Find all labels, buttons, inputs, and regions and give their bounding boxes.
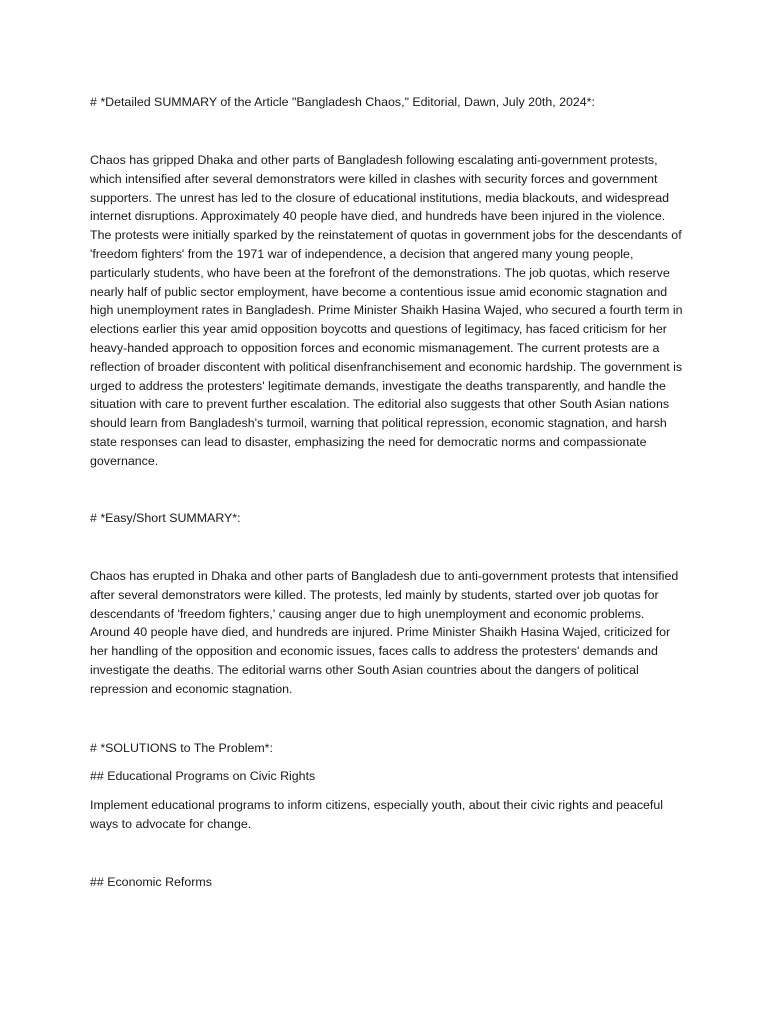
detailed-summary-heading: # *Detailed SUMMARY of the Article "Bangladesh Chaos," Editorial, Dawn, July 20th, 2024*: bbox=[90, 95, 595, 109]
detailed-summary-paragraph: Chaos has gripped Dhaka and other parts of Bangladesh following escalating anti-government protests, which intensified after several demonstrators were killed in clashes with security forces and government supporters. The unrest has led to the closure of educational institutions, media blackouts, and widespread internet disruptions. Approximately 40 people have died, and hundreds have been injured in the violence. The protests were initially sparked by the reinstatement of quotas in government jobs for the descendants of 'freedom fighters' from the 1971 war of independence, a decision that angered many young people, particularly students, who have been at the forefront of the demonstrations. The job quotas, which reserve nearly half of public sector employment, have become a contentious issue amid economic stagnation and high unemployment rates in Bangladesh. Prime Minister Shaikh Hasina Wajed, who secured a fourth term in elections earlier this year amid opposition boycotts and questions of legitimacy, has faced criticism for her heavy-handed approach to opposition forces and economic mismanagement. The current protests are a reflection of broader discontent with political disenfranchisement and economic hardship. The government is urged to address the protesters' legitimate demands, investigate the deaths transparently, and handle the situation with care to prevent further escalation. The editorial also suggests that other South Asian nations should learn from Bangladesh's turmoil, warning that political repression, economic stagnation, and harsh state responses can lead to disaster, emphasizing the need for democratic norms and compassionate governance. bbox=[90, 153, 683, 468]
education-subheading: ## Educational Programs on Civic Rights bbox=[90, 769, 316, 783]
education-paragraph: Implement educational programs to inform citizens, especially youth, about their civic rights and peaceful ways to advocate for change. bbox=[90, 798, 664, 831]
short-summary-heading: # *Easy/Short SUMMARY*: bbox=[90, 511, 241, 525]
solutions-heading: # *SOLUTIONS to The Problem*: bbox=[90, 741, 273, 755]
economic-reforms-subheading: ## Economic Reforms bbox=[90, 875, 212, 889]
short-summary-paragraph: Chaos has erupted in Dhaka and other parts of Bangladesh due to anti-government protests that intensified after several demonstrators were killed. The protests, led mainly by students, started over job quotas for descendants of 'freedom fighters,' causing anger due to high unemployment and economic problems. Around 40 people have died, and hundreds are injured. Prime Minister Shaikh Hasina Wajed, criticized for her handling of the opposition and economic issues, faces calls to address the protesters' demands and investigate the deaths. The editorial warns other South Asian countries about the dangers of political repression and economic stagnation. bbox=[90, 569, 679, 696]
